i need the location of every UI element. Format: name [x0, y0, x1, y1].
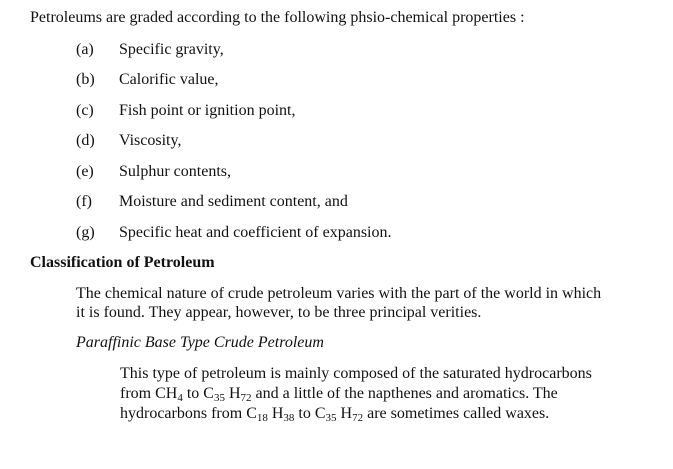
text-run: are sometimes called waxes. — [363, 405, 550, 422]
intro-sentence: Petroleums are graded according to the following phsio-chemical properties : — [30, 9, 525, 26]
text-run: from CH — [120, 385, 178, 402]
list-text: Calorific value, — [119, 71, 219, 88]
list-marker: (g) — [76, 224, 95, 241]
paraffinic-paragraph — [120, 364, 660, 424]
subscript: 18 — [256, 412, 268, 424]
text-run: to C — [294, 405, 326, 422]
paragraph-line — [120, 404, 660, 424]
list-marker: (f) — [76, 193, 92, 210]
text-run: to C — [182, 385, 214, 402]
text-run: H — [336, 405, 353, 422]
subscript: 72 — [352, 412, 364, 424]
list-text: Specific heat and coefficient of expansion. — [119, 224, 392, 241]
subscript: 35 — [325, 412, 337, 424]
subscript: 4 — [177, 392, 183, 404]
section-heading: Classification of Petroleum — [30, 254, 215, 271]
paragraph-line: This type of petroleum is mainly composed of the saturated hydrocarbons — [120, 365, 592, 382]
list-text: Fish point or ignition point, — [119, 102, 296, 119]
subsection-heading: Paraffinic Base Type Crude Petroleum — [76, 334, 324, 351]
paragraph-line — [120, 384, 660, 404]
classification-paragraph — [76, 284, 666, 322]
list-text: Moisture and sediment content, and — [119, 193, 348, 210]
subscript: 72 — [240, 392, 252, 404]
subscript: 38 — [283, 412, 295, 424]
text-run: and a little of the napthenes and aromatics. The — [251, 385, 558, 402]
list-marker: (a) — [76, 41, 94, 58]
text-run: H — [224, 385, 241, 402]
list-marker: (d) — [76, 132, 95, 149]
list-text: Viscosity, — [119, 132, 182, 149]
paragraph-line: The chemical nature of crude petroleum varies with the part of the world in which — [76, 285, 602, 302]
list-marker: (b) — [76, 71, 95, 88]
paragraph-line: it is found. They appear, however, to be three principal verities. — [76, 304, 482, 321]
subscript: 35 — [213, 392, 225, 404]
list-text: Sulphur contents, — [119, 163, 231, 180]
list-text: Specific gravity, — [119, 41, 224, 58]
text-run: hydrocarbons from C — [120, 405, 257, 422]
list-marker: (e) — [76, 163, 94, 180]
text-run: H — [267, 405, 284, 422]
list-marker: (c) — [76, 102, 94, 119]
